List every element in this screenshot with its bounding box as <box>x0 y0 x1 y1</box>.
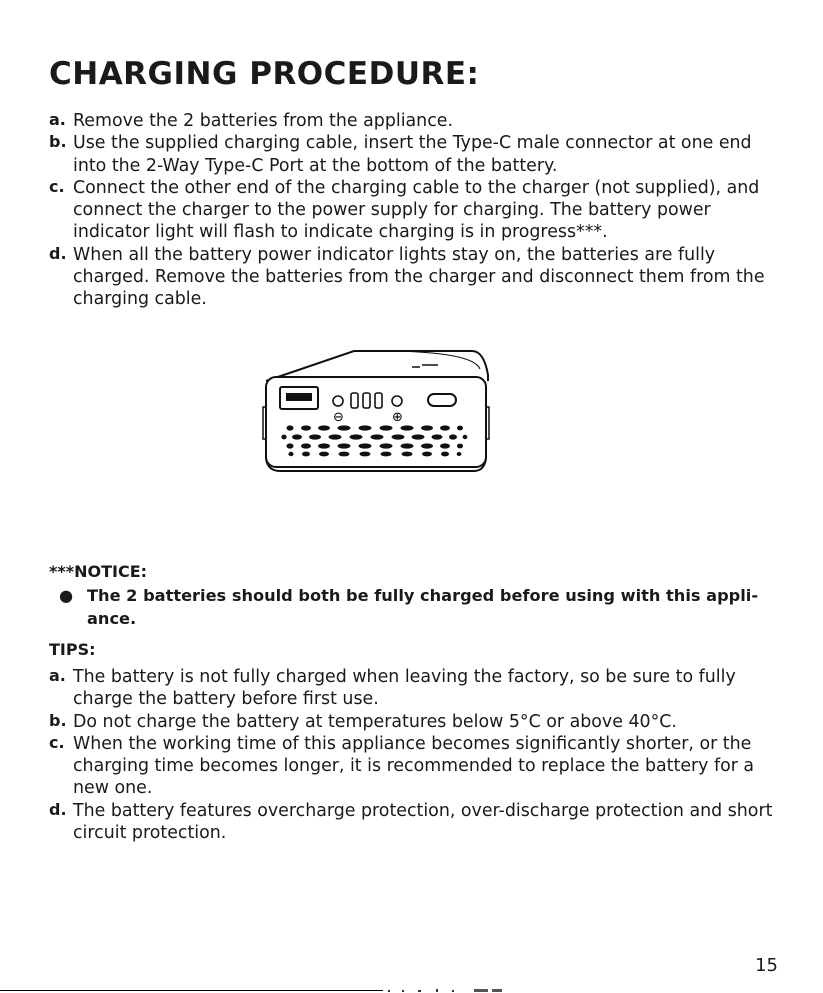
tip-letter: c. <box>49 732 65 752</box>
usb-a-port-icon <box>280 387 318 409</box>
step-text: Connect the other end of the charging cable to the charger (not supplied), and connect the charger to the power supply for charging. The battery power indicator light will flash to indicate charging is in progress***. <box>73 177 760 243</box>
bullet-icon: ● <box>59 586 74 605</box>
step-d <box>49 244 789 311</box>
notice-heading: ***NOTICE: <box>49 562 148 581</box>
step-text: Remove the 2 batteries from the appliance. <box>73 111 453 131</box>
battery-illustration <box>262 345 490 473</box>
step-letter: d. <box>49 243 67 263</box>
step-b <box>49 132 789 177</box>
tip-c <box>49 733 789 800</box>
tip-d <box>49 800 789 845</box>
tip-text: When the working time of this appliance becomes significantly shorter, or the charging time becomes longer, it is recommended to replace the battery for a new one. <box>73 733 755 799</box>
minus-symbol: ⊖ <box>333 410 344 425</box>
tip-text: The battery features overcharge protection, over-discharge protection and short circuit protection. <box>73 800 773 844</box>
tip-letter: d. <box>49 799 67 819</box>
footer-rule <box>0 990 383 991</box>
step-letter: b. <box>49 132 67 152</box>
tip-a <box>49 666 789 711</box>
step-letter: c. <box>49 176 65 196</box>
step-text: When all the battery power indicator lights stay on, the batteries are fully charged. Remove the batteries from the charger and disconnect them from the charging cable. <box>73 244 765 310</box>
step-a <box>49 110 789 132</box>
brand-logo-icon <box>412 365 438 367</box>
tip-text: Do not charge the battery at temperatures below 5°C or above 40°C. <box>73 711 677 732</box>
step-letter: a. <box>49 110 66 129</box>
step-c <box>49 177 789 244</box>
step-text: Use the supplied charging cable, insert the Type-C male connector at one end into the 2-Way Type-C Port at the bottom of the battery. <box>73 133 752 176</box>
page-number: 15 <box>755 955 778 976</box>
charging-steps-list <box>49 110 789 311</box>
tip-letter: b. <box>49 710 67 730</box>
type-c-port-icon <box>428 394 456 406</box>
tips-heading: TIPS: <box>49 640 96 659</box>
page-title: CHARGING PROCEDURE: <box>49 56 480 92</box>
tip-text: The battery is not fully charged when leaving the factory, so be sure to fully charge the battery before first use. <box>73 667 736 710</box>
notice-text: The 2 batteries should both be fully charged before using with this appli-ance. <box>87 586 759 628</box>
tip-b <box>49 711 789 733</box>
notice-text-block <box>59 584 807 630</box>
tips-list <box>49 666 789 844</box>
plus-symbol: ⊕ <box>392 410 403 425</box>
tip-letter: a. <box>49 666 66 685</box>
footer-crop-marks <box>388 984 518 993</box>
